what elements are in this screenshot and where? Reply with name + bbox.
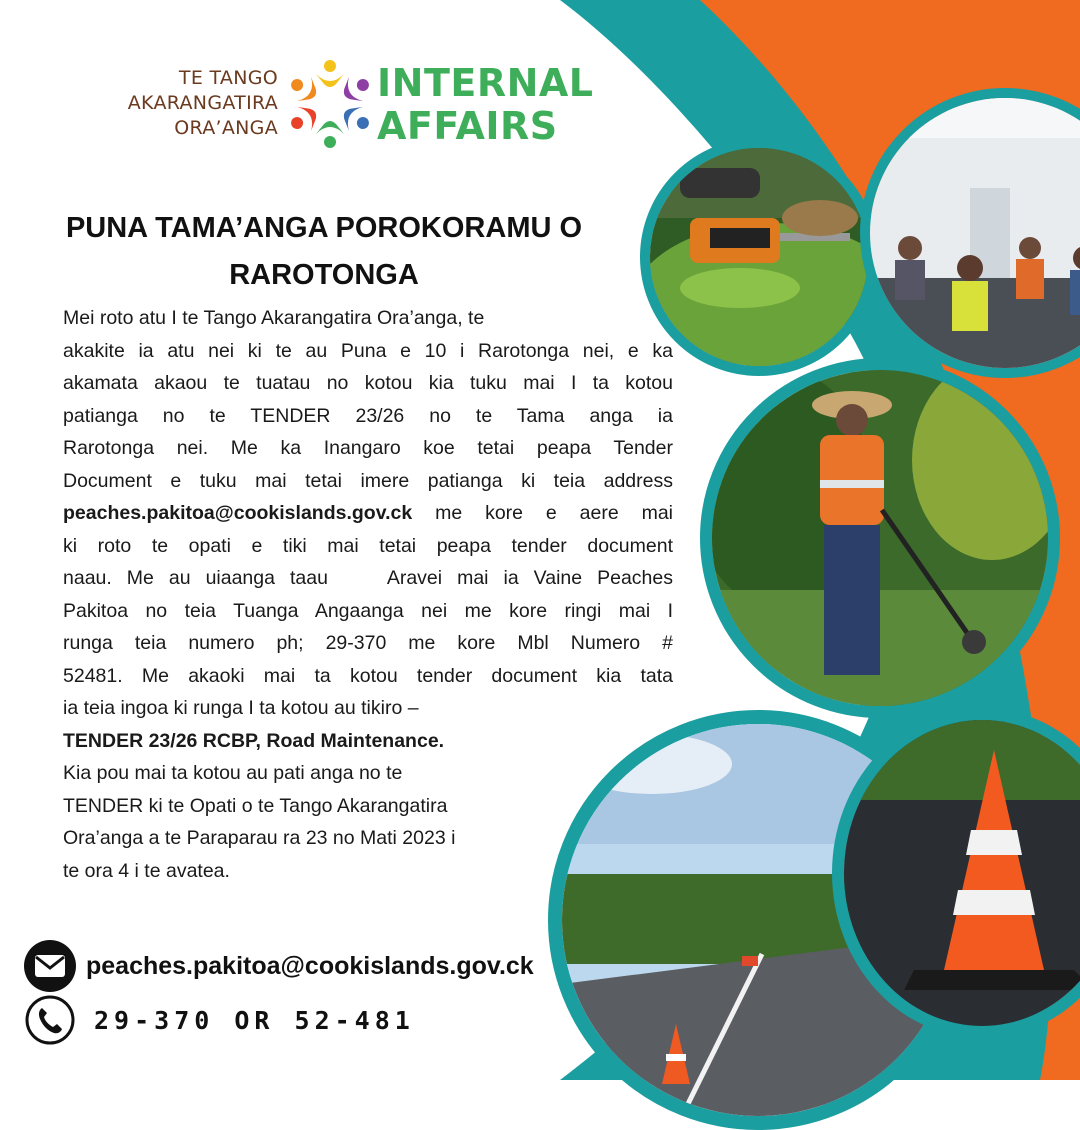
body-line: ia teia ingoa ki runga I ta kotou au tikiro – <box>63 697 419 719</box>
closing-line: TENDER ki te Opati o te Tango Akarangatira <box>63 794 448 817</box>
body-line: akamata akaou te tuatau no kotou kia tuku mai I ta kotou <box>63 372 673 394</box>
logo-people-icon <box>284 58 376 150</box>
body-line: Rarotonga nei. Me ka Inangaro koe tetai peapa Tender <box>63 437 673 459</box>
tender-reference: TENDER 23/26 RCBP, Road Maintenance. <box>63 729 445 752</box>
body-line: 52481. Me akaoki mai ta kotou tender document kia tata <box>63 664 673 687</box>
body-line: Mei roto atu I te Tango Akarangatira Ora’anga, te <box>63 307 485 329</box>
body-line: patianga no te TENDER 23/26 no te Tama anga ia <box>63 404 673 427</box>
logo-left-line-1: TE TANGO <box>178 67 278 89</box>
contact-phone[interactable]: 29-370 OR 52-481 <box>94 1005 415 1035</box>
meeting-photo-illustration <box>870 98 1080 368</box>
body-line: ki roto te opati e tiki mai tetai peapa tender document <box>63 534 673 557</box>
worker-photo-illustration <box>712 370 1048 706</box>
closing-line: Kia pou mai ta kotou au pati anga no te <box>63 762 403 784</box>
body-line: akakite ia atu nei ki te au Puna e 10 i Rarotonga nei, e ka <box>63 339 673 362</box>
body-line: Document e tuku mai tetai imere patianga ki teia address <box>63 469 673 492</box>
page-title <box>14 205 634 299</box>
closing-line: Ora’anga a te Paraparau ra 23 no Mati 2023 i <box>63 827 456 849</box>
body-line: Pakitoa no teia Tuanga Angaanga nei me kore ringi mai I <box>63 599 673 622</box>
logo-left-line-2: AKARANGATIRA <box>127 92 278 114</box>
contact-email-row[interactable] <box>24 940 534 992</box>
triangle-decoration <box>862 312 892 332</box>
logo-left-line-3: ORA’ANGA <box>174 117 278 139</box>
body-after-email: me kore e aere mai <box>412 502 673 524</box>
contact-phone-row[interactable] <box>24 994 415 1046</box>
cone-photo-illustration <box>844 720 1080 1026</box>
body-email-line <box>63 497 673 530</box>
logo-right-line-1: INTERNAL <box>377 61 594 105</box>
notice-body <box>63 302 673 887</box>
title-line-2: RAROTONGA <box>229 259 419 291</box>
phone-icon <box>24 994 76 1046</box>
body-line: runga teia numero ph; 29-370 me kore Mbl Numero # <box>63 632 673 654</box>
envelope-icon <box>24 940 76 992</box>
hedge-photo-illustration <box>650 148 868 366</box>
contact-email[interactable]: peaches.pakitoa@cookislands.gov.ck <box>86 951 534 980</box>
title-line-1: PUNA TAMA’ANGA POROKORAMU O <box>65 212 583 244</box>
closing-line: te ora 4 i te avatea. <box>63 859 230 882</box>
hedge-trimming-photo <box>640 138 878 376</box>
logo-right-line-2: AFFAIRS <box>377 104 558 148</box>
grass-cutting-worker-photo <box>700 358 1060 718</box>
body-line: naau. Me au uiaanga taau Aravei mai ia Vaine Peaches <box>63 567 673 589</box>
body-email-link[interactable]: peaches.pakitoa@cookislands.gov.ck <box>63 502 413 524</box>
logo-text-english <box>377 62 594 148</box>
logo-text-maori <box>90 66 278 141</box>
